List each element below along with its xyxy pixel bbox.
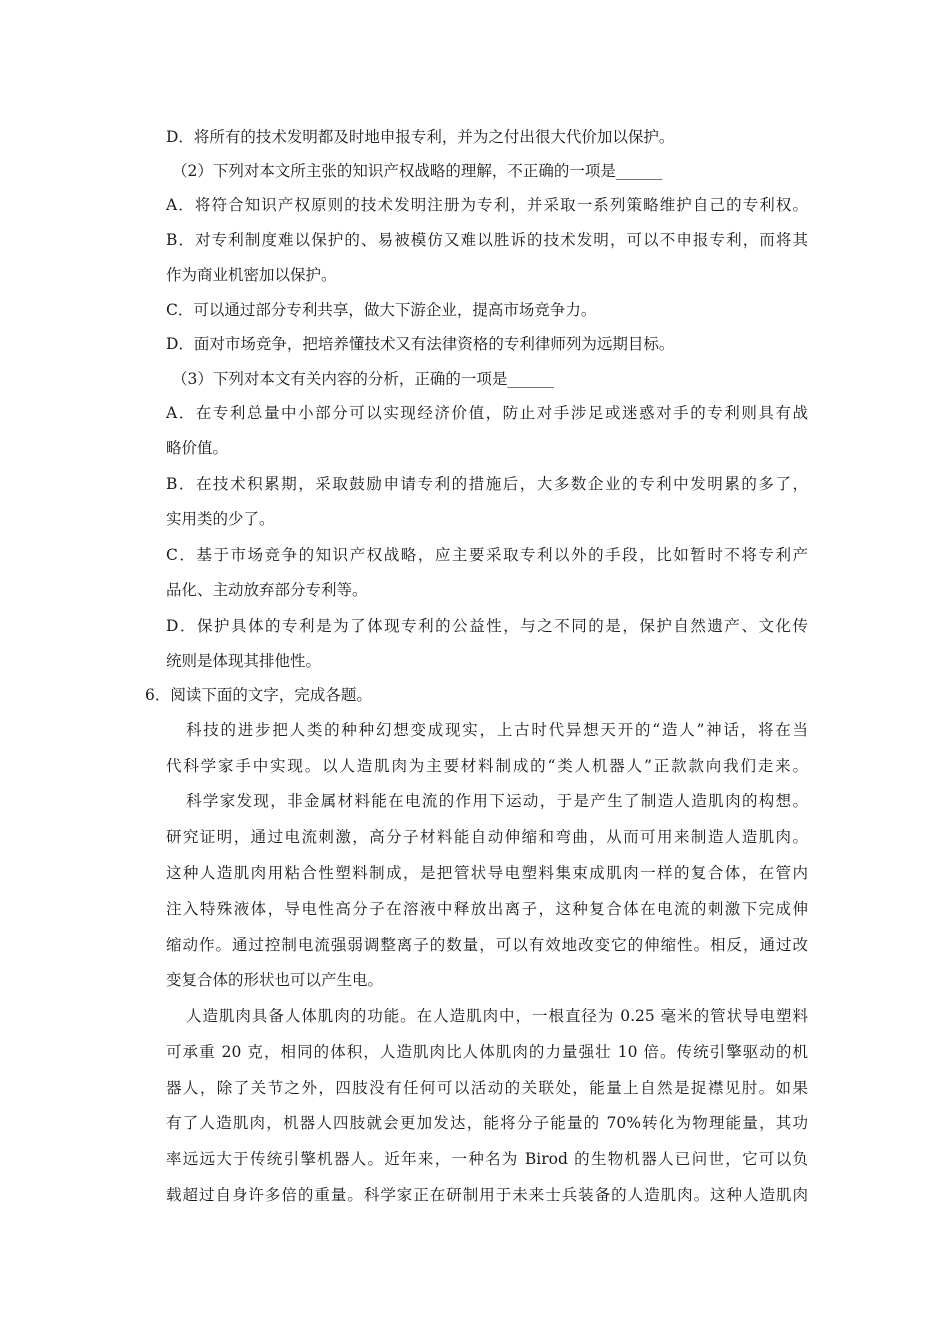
q5-sub2-option-b-line2: 作为商业机密加以保护。 [166, 266, 337, 284]
q6-p3-line2: 可承重 20 克，相同的体积，人造肌肉比人体肌肉的力量强壮 10 倍。传统引擎驱动的机 [166, 1043, 808, 1061]
q5-sub3-stem: （3）下列对本文有关内容的分析，正确的一项是______ [172, 370, 554, 388]
q6-p3-line6: 载超过自身许多倍的重量。科学家正在研制用于未来士兵装备的人造肌肉。这种人造肌肉 [166, 1186, 808, 1204]
q5-sub3-option-c-line1: C．基于市场竞争的知识产权战略，应主要采取专利以外的手段，比如暂时不将专利产 [166, 546, 808, 564]
q6-p3-line5: 率远远大于传统引擎机器人。近年来，一种名为 Birod 的生物机器人已问世，它可以负 [166, 1150, 808, 1168]
q6-p2-line3: 这种人造肌肉用粘合性塑料制成，是把管状导电塑料集束成肌肉一样的复合体，在管内 [166, 864, 808, 882]
q5-sub2-stem: （2）下列对本文所主张的知识产权战略的理解，不正确的一项是______ [172, 162, 663, 180]
q6-p1-line1: 科技的进步把人类的种种幻想变成现实，上古时代异想天开的“造人”神话，将在当 [186, 721, 808, 739]
q6-heading: 6．阅读下面的文字，完成各题。 [145, 686, 372, 704]
q6-p2-line4: 注入特殊液体，导电性高分子在溶液中释放出离子，这种复合体在电流的刺激下完成伸 [166, 900, 808, 918]
q5-sub3-option-b-line2: 实用类的少了。 [166, 510, 275, 528]
q5-sub2-option-a: A．将符合知识产权原则的技术发明注册为专利，并采取一系列策略维护自己的专利权。 [166, 196, 808, 214]
q6-p3-line1: 人造肌肉具备人体肌肉的功能。在人造肌肉中，一根直径为 0.25 毫米的管状导电塑料 [186, 1007, 808, 1025]
q6-p2-line1: 科学家发现，非金属材料能在电流的作用下运动，于是产生了制造人造肌肉的构想。 [186, 792, 808, 810]
q6-p3-line3: 器人，除了关节之外，四肢没有任何可以活动的关联处，能量上自然是捉襟见肘。如果 [166, 1079, 808, 1097]
q6-p1-line2: 代科学家手中实现。以人造肌肉为主要材料制成的“类人机器人”正款款向我们走来。 [166, 757, 808, 775]
q6-p2-line5: 缩动作。通过控制电流强弱调整离子的数量，可以有效地改变它的伸缩性。相反，通过改 [166, 936, 808, 954]
q5-sub3-option-d-line1: D．保护具体的专利是为了体现专利的公益性，与之不同的是，保护自然遗产、文化传 [166, 617, 808, 635]
q5-sub3-option-c-line2: 品化、主动放弃部分专利等。 [166, 581, 368, 599]
q5-sub3-option-b-line1: B．在技术积累期，采取鼓励申请专利的措施后，大多数企业的专利中发明累的多了， [166, 475, 808, 493]
q5-sub2-option-c: C．可以通过部分专利共享，做大下游企业，提高市场竞争力。 [166, 301, 597, 319]
q6-p2-line6: 变复合体的形状也可以产生电。 [166, 971, 384, 989]
q5-sub2-option-d: D．面对市场竞争，把培养懂技术又有法律资格的专利律师列为远期目标。 [166, 335, 675, 353]
q6-p3-line4: 有了人造肌肉，机器人四肢就会更加发达，能将分子能量的 70%转化为物理能量，其功 [166, 1114, 808, 1132]
q5-sub3-option-d-line2: 统则是体现其排他性。 [166, 652, 322, 670]
q5-option-d: D．将所有的技术发明都及时地申报专利，并为之付出很大代价加以保护。 [166, 128, 675, 146]
q5-sub3-option-a-line2: 略价值。 [166, 439, 229, 457]
q6-p2-line2: 研究证明，通过电流刺激，高分子材料能自动伸缩和弯曲，从而可用来制造人造肌肉。 [166, 828, 808, 846]
q5-sub2-option-b-line1: B．对专利制度难以保护的、易被模仿又难以胜诉的技术发明，可以不申报专利，而将其 [166, 231, 808, 249]
q5-sub3-option-a-line1: A．在专利总量中小部分可以实现经济价值，防止对手涉足或迷惑对手的专利则具有战 [166, 404, 808, 422]
